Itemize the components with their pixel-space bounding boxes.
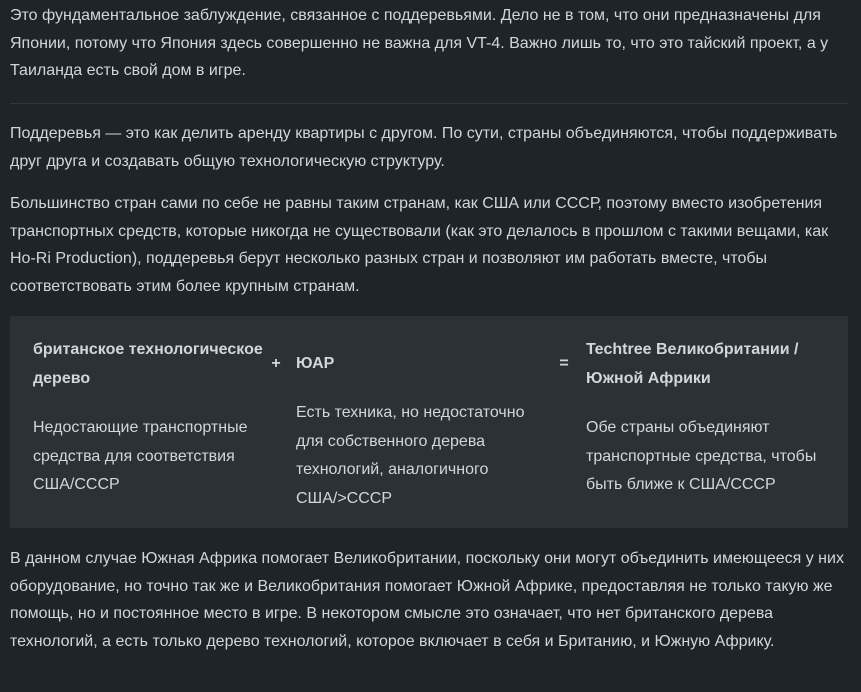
col2-header: ЮАР	[296, 355, 335, 372]
paragraph-intro: Это фундаментальное заблуждение, связанное с поддеревьями. Дело не в том, что они предназначены для Японии, потому что Япония здесь совершенно не важна для VT-4. Важно лишь то, что это тайский проект, а у Таиланда есть свой дом в игре.	[10, 7, 829, 79]
plus-operator: +	[271, 355, 281, 372]
equals-operator: =	[559, 355, 569, 372]
divider	[10, 103, 848, 104]
paragraph-explanation: Большинство стран сами по себе не равны таким странам, как США или СССР, поэтому вместо изобретения транспортных средств, которые никогда не существовали (как это делалось в прошлом с такими вещами, как Ho-Ri Production), поддеревья берут несколько разных стран и позволяют им работать вместе, чтобы соответствовать этим более крупным странам.	[10, 195, 829, 295]
col3-description: Обе страны объединяют транспортные средства, чтобы быть ближе к США/СССР	[586, 419, 817, 493]
col3-header: Techtree Великобритании / Южной Африки	[586, 341, 799, 387]
paragraph-analogy: Поддеревья — это как делить аренду квартиры с другом. По сути, страны объединяются, чтобы поддерживать друг друга и создавать общую технологическую структуру.	[10, 125, 838, 170]
techtree-formula-table	[10, 316, 848, 528]
col2-description: Есть техника, но недостаточно для собственного дерева технологий, аналогичного США/>СССР	[296, 404, 525, 507]
col1-header: британское технологическое дерево	[33, 341, 263, 387]
paragraph-conclusion: В данном случае Южная Африка помогает Великобритании, поскольку они могут объединить имеющееся у них оборудование, но точно так же и Великобритания помогает Южной Африке, предоставляя не только такую же помощь, но и постоянное место в игре. В некотором смысле это означает, что нет британского дерева технологий, а есть только дерево технологий, которое включает в себя и Британию, и Южную Африку.	[10, 550, 844, 650]
col1-description: Недостающие транспортные средства для соответствия США/СССР	[33, 419, 248, 493]
